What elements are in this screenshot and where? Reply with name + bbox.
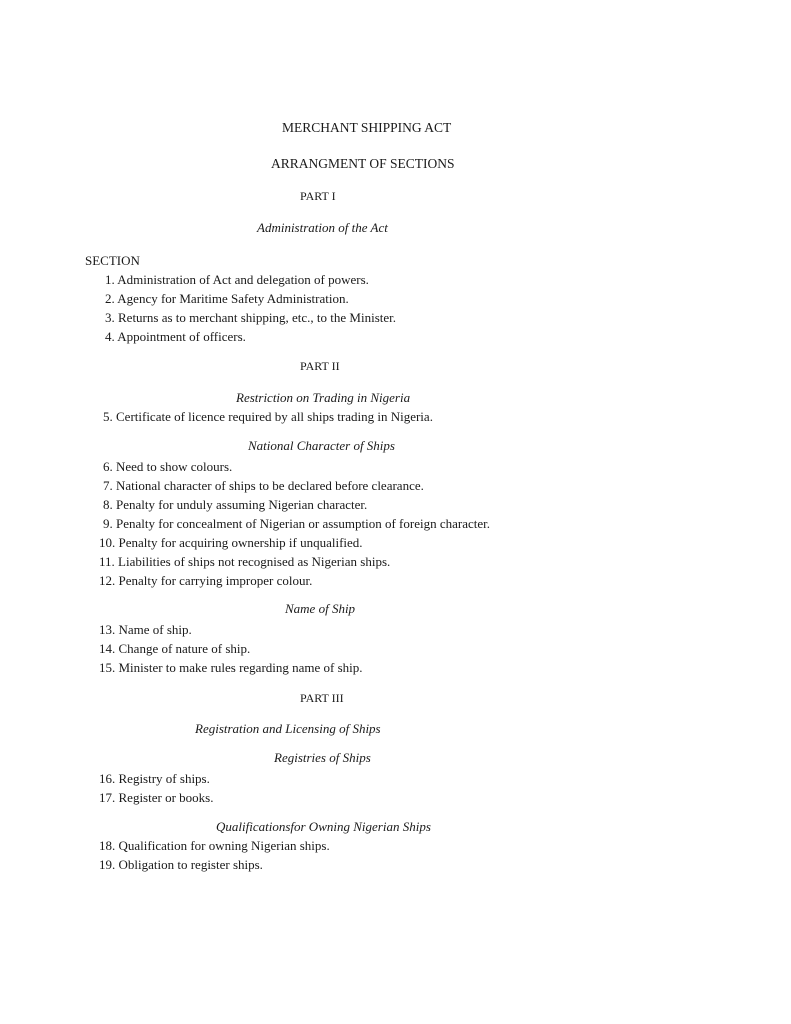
list-item: 7. National character of ships to be declared before clearance. [103, 478, 424, 493]
document-title: MERCHANT SHIPPING ACT [282, 120, 452, 135]
part-ii-heading-national-character: National Character of Ships [248, 438, 395, 453]
list-item: 12. Penalty for carrying improper colour. [99, 573, 313, 588]
part-iii-heading-qualifications: Qualificationsfor Owning Nigerian Ships [216, 819, 431, 834]
list-item: 6. Need to show colours. [103, 459, 233, 474]
list-item: 15. Minister to make rules regarding name of ship. [99, 660, 363, 675]
list-item: 14. Change of nature of ship. [99, 641, 251, 656]
list-item: 10. Penalty for acquiring ownership if unqualified. [99, 535, 363, 550]
list-item: 13. Name of ship. [99, 622, 192, 637]
list-item: 4. Appointment of officers. [105, 329, 246, 344]
list-item: 19. Obligation to register ships. [99, 857, 263, 872]
list-item: 17. Register or books. [99, 790, 214, 805]
list-item: 18. Qualification for owning Nigerian ships. [99, 838, 330, 853]
list-item: 11. Liabilities of ships not recognised as Nigerian ships. [99, 554, 391, 569]
part-ii-heading-name-of-ship: Name of Ship [285, 601, 356, 616]
list-item: 9. Penalty for concealment of Nigerian or assumption of foreign character. [103, 516, 490, 531]
list-item: 1. Administration of Act and delegation of powers. [105, 272, 369, 287]
section-label: SECTION [85, 253, 140, 268]
list-item: 3. Returns as to merchant shipping, etc., to the Minister. [105, 310, 397, 325]
list-item: 5. Certificate of licence required by all ships trading in Nigeria. [103, 409, 433, 424]
part-i-label: PART I [300, 189, 336, 203]
part-iii-heading-registration: Registration and Licensing of Ships [195, 721, 381, 736]
list-item: 2. Agency for Maritime Safety Administration. [105, 291, 349, 306]
part-i-heading: Administration of the Act [257, 220, 388, 235]
arrangement-heading: ARRANGMENT OF SECTIONS [271, 156, 455, 171]
part-ii-label: PART II [300, 359, 340, 373]
part-ii-heading-trading: Restriction on Trading in Nigeria [236, 390, 411, 405]
list-item: 16. Registry of ships. [99, 771, 210, 786]
part-iii-heading-registries: Registries of Ships [274, 750, 371, 765]
part-iii-label: PART III [300, 691, 344, 705]
list-item: 8. Penalty for unduly assuming Nigerian character. [103, 497, 368, 512]
